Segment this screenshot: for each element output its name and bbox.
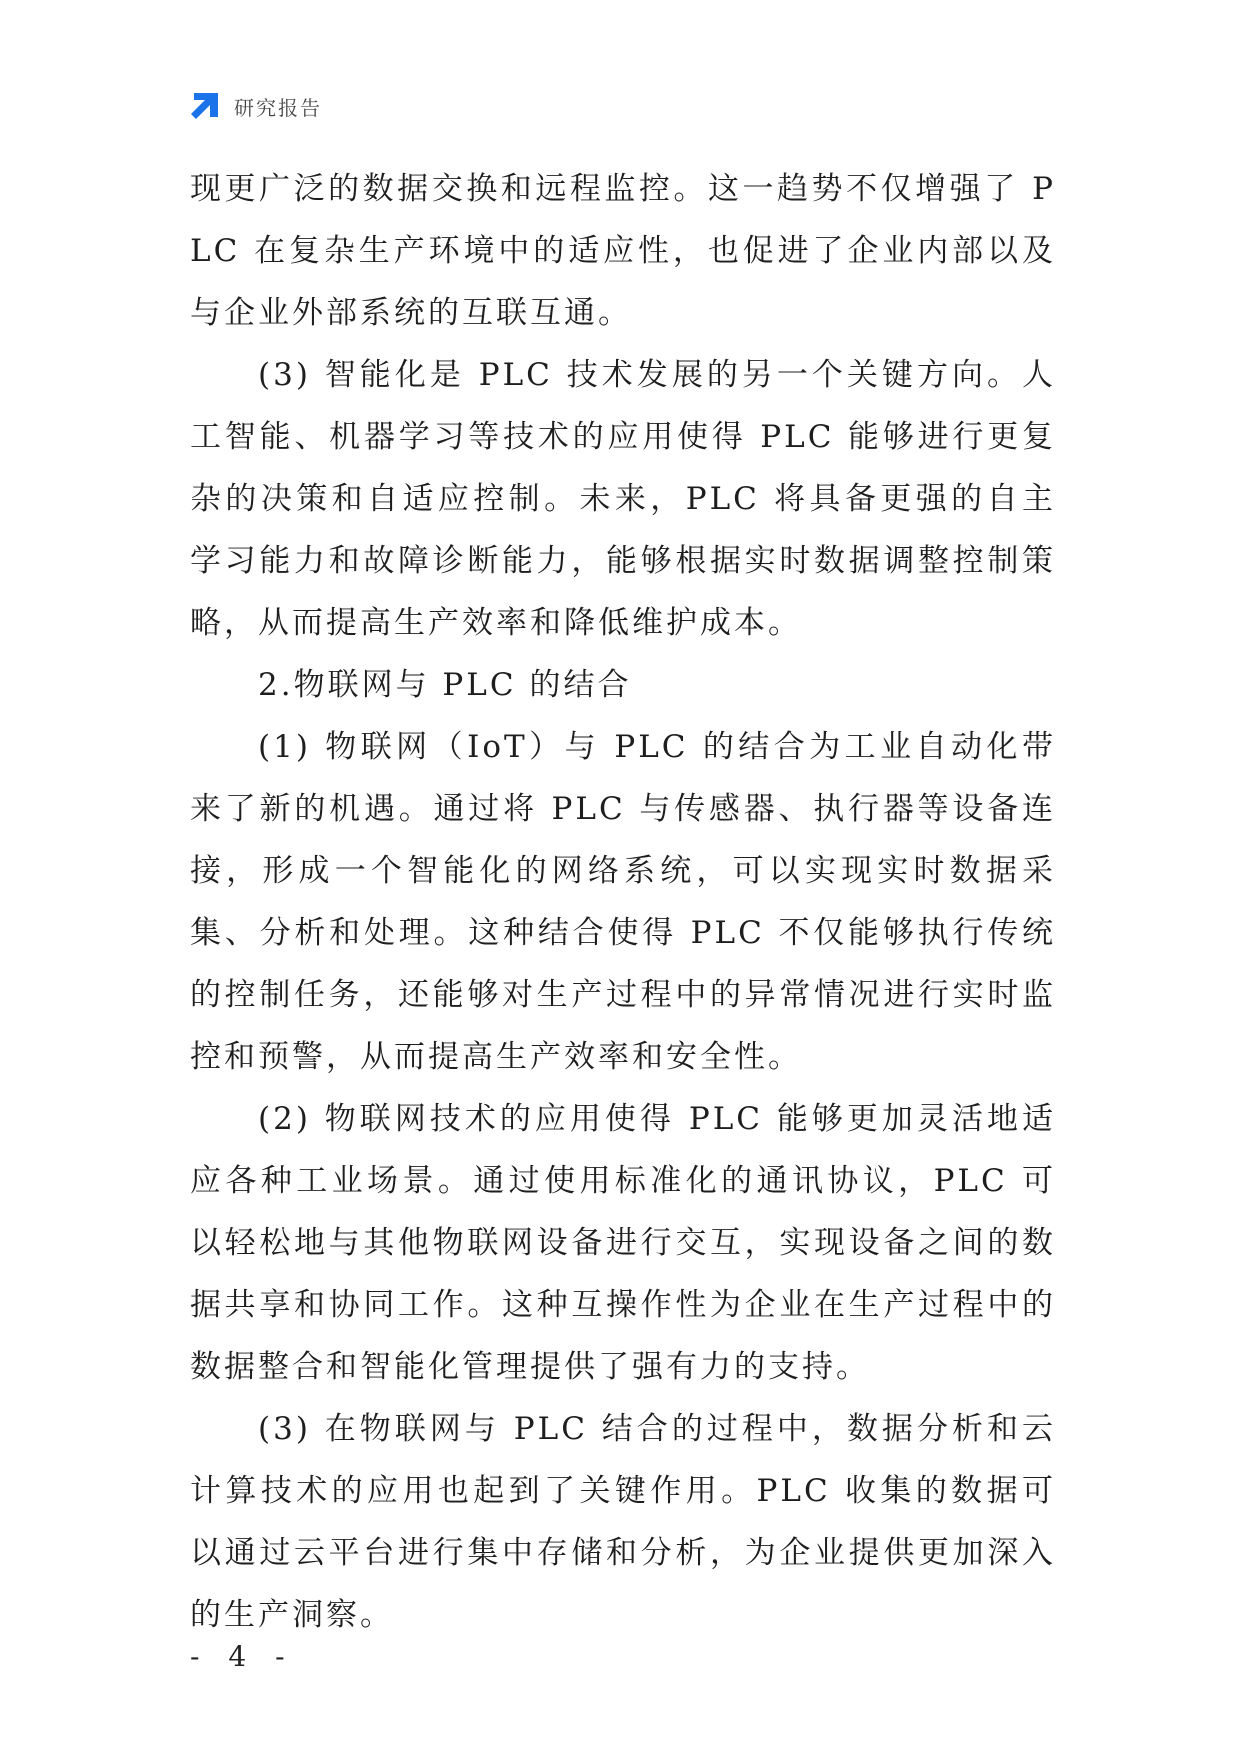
paragraph-continuation: 现更广泛的数据交换和远程监控。这一趋势不仅增强了 PLC 在复杂生产环境中的适应性，也促进了企业内部以及与企业外部系统的互联互通。	[190, 171, 1056, 331]
paragraph-intelligence: (3) 智能化是 PLC 技术发展的另一个关键方向。人工智能、机器学习等技术的应用使得 PLC 能够进行更复杂的决策和自适应控制。未来，PLC 将具备更强的自主学习能力和故障诊断能力，能够根据实时数据调整控制策略，从而提高生产效率和降低维护成本。	[190, 357, 1056, 641]
page-header	[188, 88, 322, 124]
document-body	[190, 158, 1056, 1646]
page-number: - 4 -	[190, 1640, 295, 1673]
arrow-up-right-icon	[188, 89, 222, 123]
section-heading: 2.物联网与 PLC 的结合	[258, 667, 632, 703]
paragraph-iot-3: (3) 在物联网与 PLC 结合的过程中，数据分析和云计算技术的应用也起到了关键作用。PLC 收集的数据可以通过云平台进行集中存储和分析，为企业提供更加深入的生产洞察。	[190, 1411, 1056, 1633]
report-title: 研究报告	[234, 95, 322, 120]
paragraph-iot-2: (2) 物联网技术的应用使得 PLC 能够更加灵活地适应各种工业场景。通过使用标准化的通讯协议，PLC 可以轻松地与其他物联网设备进行交互，实现设备之间的数据共享和协同工作。这种互操作性为企业在生产过程中的数据整合和智能化管理提供了强有力的支持。	[190, 1101, 1056, 1385]
paragraph-iot-1: (1) 物联网（IoT）与 PLC 的结合为工业自动化带来了新的机遇。通过将 PLC 与传感器、执行器等设备连接，形成一个智能化的网络系统，可以实现实时数据采集、分析和处理。这种结合使得 PLC 不仅能够执行传统的控制任务，还能够对生产过程中的异常情况进行实时监控和预警，从而提高生产效率和安全性。	[190, 729, 1056, 1075]
